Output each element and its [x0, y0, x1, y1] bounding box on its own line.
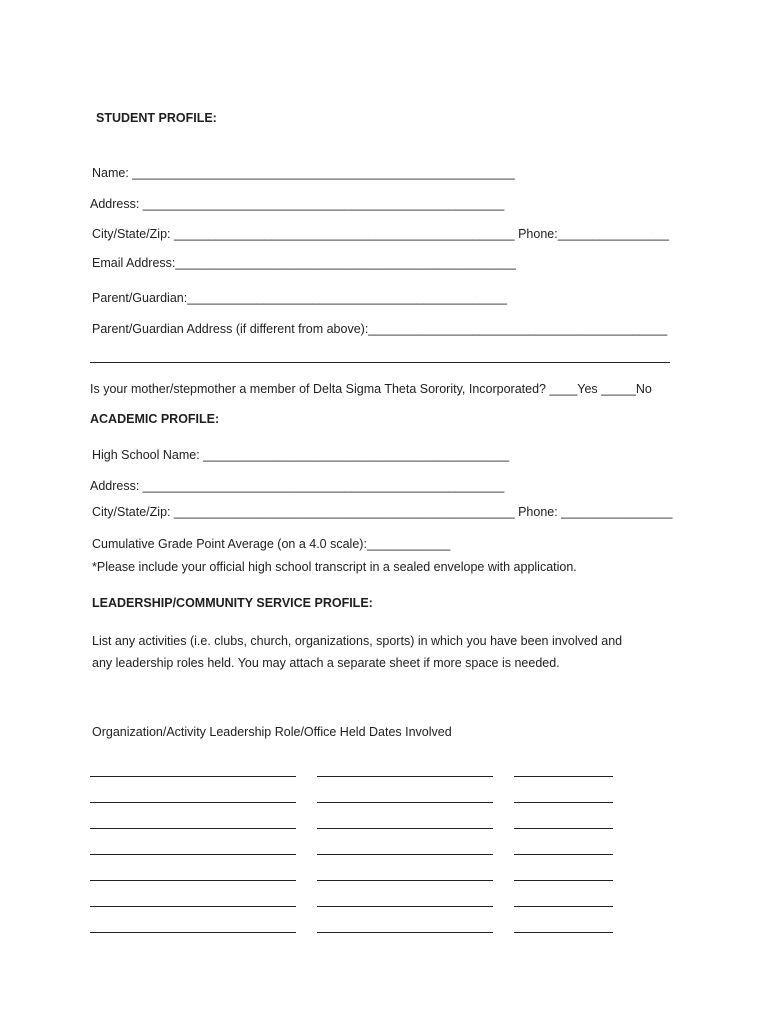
dates-involved-line[interactable]: [514, 828, 613, 829]
gpa-field[interactable]: Cumulative Grade Point Average (on a 4.0 scale):____________: [92, 537, 451, 551]
leadership-instructions-line2: any leadership roles held. You may attach a separate sheet if more space is needed.: [92, 656, 560, 670]
high-school-name-field[interactable]: High School Name: ____________________________________________: [92, 448, 510, 462]
academic-profile-heading: ACADEMIC PROFILE:: [90, 412, 220, 426]
address-field[interactable]: Address: ____________________________________________________: [90, 197, 505, 211]
organization-activity-line[interactable]: [90, 776, 296, 777]
organization-activity-line[interactable]: [90, 906, 296, 907]
name-field[interactable]: Name: _______________________________________________________: [92, 166, 515, 180]
leadership-role-line[interactable]: [317, 854, 493, 855]
organization-activity-line[interactable]: [90, 880, 296, 881]
leadership-role-line[interactable]: [317, 932, 493, 933]
organization-activity-line[interactable]: [90, 802, 296, 803]
organization-activity-line[interactable]: [90, 932, 296, 933]
dates-involved-line[interactable]: [514, 880, 613, 881]
organization-activity-line[interactable]: [90, 854, 296, 855]
leadership-role-line[interactable]: [317, 828, 493, 829]
leadership-profile-heading: LEADERSHIP/COMMUNITY SERVICE PROFILE:: [92, 596, 373, 610]
leadership-instructions-line1: List any activities (i.e. clubs, church, organizations, sports) in which you have been involved and: [92, 634, 623, 648]
transcript-note: *Please include your official high school transcript in a sealed envelope with application.: [92, 560, 577, 574]
school-city-state-zip-phone-field[interactable]: City/State/Zip: _________________________________________________ Phone: ________________: [92, 505, 673, 519]
parent-guardian-address-field[interactable]: Parent/Guardian Address (if different from above):___________________________________________: [92, 322, 668, 336]
city-state-zip-phone-field[interactable]: City/State/Zip: _________________________________________________ Phone:________________: [92, 227, 669, 241]
school-address-field[interactable]: Address: ____________________________________________________: [90, 479, 505, 493]
dates-involved-line[interactable]: [514, 932, 613, 933]
student-profile-heading: STUDENT PROFILE:: [96, 111, 217, 125]
leadership-role-line[interactable]: [317, 906, 493, 907]
dates-involved-line[interactable]: [514, 776, 613, 777]
dates-involved-line[interactable]: [514, 906, 613, 907]
address-continuation-line[interactable]: [90, 362, 670, 363]
sorority-membership-question[interactable]: Is your mother/stepmother a member of Delta Sigma Theta Sorority, Incorporated? ____Yes _____No: [90, 382, 652, 396]
leadership-role-line[interactable]: [317, 776, 493, 777]
dates-involved-line[interactable]: [514, 802, 613, 803]
parent-guardian-field[interactable]: Parent/Guardian:______________________________________________: [92, 291, 507, 305]
dates-involved-line[interactable]: [514, 854, 613, 855]
activity-table-header: Organization/Activity Leadership Role/Office Held Dates Involved: [92, 725, 452, 739]
leadership-role-line[interactable]: [317, 802, 493, 803]
email-address-field[interactable]: Email Address:_________________________________________________: [92, 256, 517, 270]
organization-activity-line[interactable]: [90, 828, 296, 829]
leadership-role-line[interactable]: [317, 880, 493, 881]
